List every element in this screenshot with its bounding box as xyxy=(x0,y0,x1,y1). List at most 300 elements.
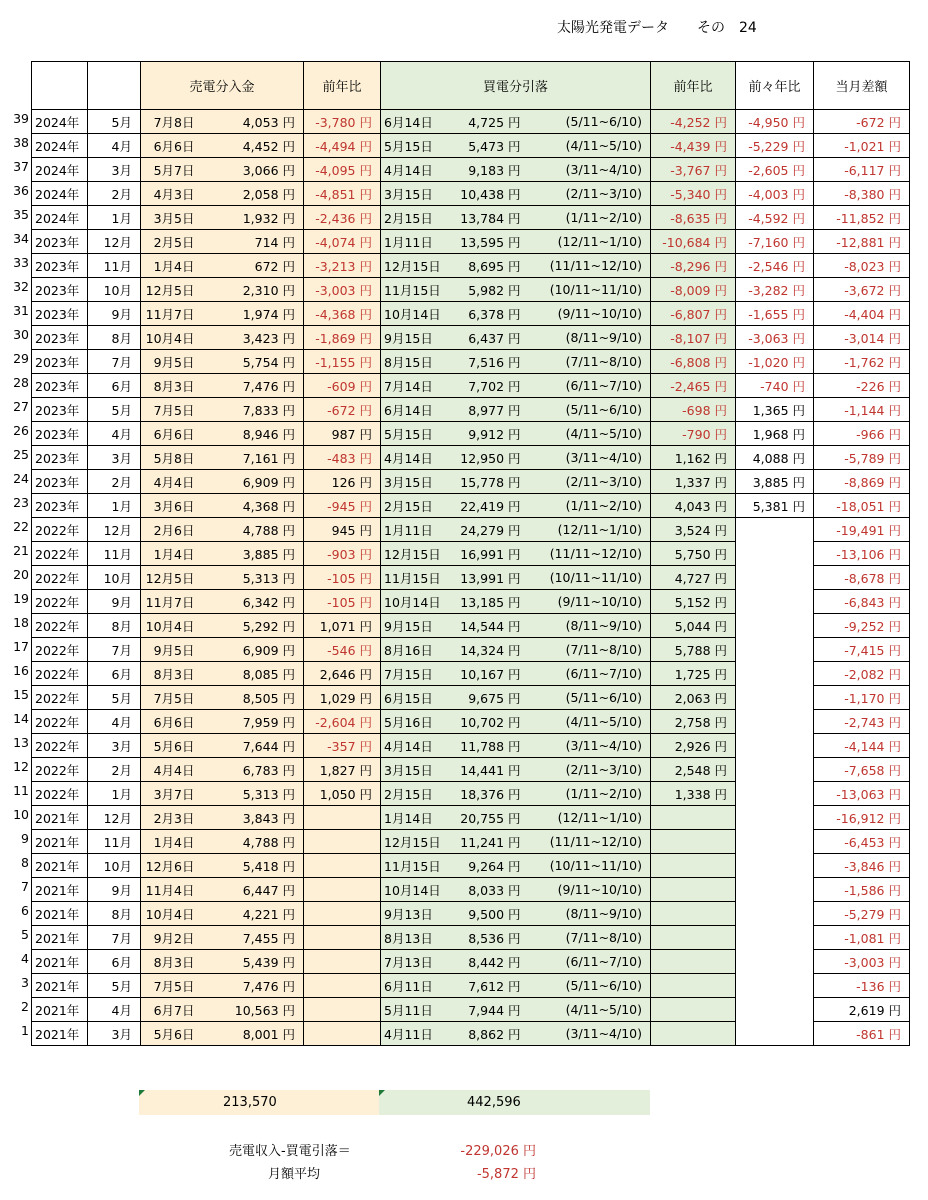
monthly-diff-cell: -9,252 円 xyxy=(814,614,910,638)
month-cell: 5月 xyxy=(88,974,141,998)
pay-date-cell: 4月4日 xyxy=(141,470,203,494)
income-cell: 6,447 円 xyxy=(203,878,304,902)
debit-yoy2-cell xyxy=(736,974,814,998)
debit-amount-cell: 6,437 円 xyxy=(445,326,529,350)
debit-yoy2-cell: -4,592 円 xyxy=(736,206,814,230)
debit-amount-cell: 10,702 円 xyxy=(445,710,529,734)
table-row xyxy=(32,638,910,662)
month-cell: 6月 xyxy=(88,374,141,398)
billing-period-cell: (10/11~11/10) xyxy=(529,854,651,878)
pay-date-cell: 1月4日 xyxy=(141,830,203,854)
year-cell: 2021年 xyxy=(32,926,88,950)
table-row xyxy=(32,734,910,758)
monthly-diff-cell: 2,619 円 xyxy=(814,998,910,1022)
row-number: 22 xyxy=(13,519,29,534)
pay-date-cell: 3月7日 xyxy=(141,782,203,806)
pay-date-cell: 2月6日 xyxy=(141,518,203,542)
table-row xyxy=(32,158,910,182)
table-row xyxy=(32,998,910,1022)
month-cell: 8月 xyxy=(88,326,141,350)
debit-yoy2-cell: 3,885 円 xyxy=(736,470,814,494)
row-number: 10 xyxy=(13,807,29,822)
income-cell: 5,292 円 xyxy=(203,614,304,638)
debit-amount-cell: 9,500 円 xyxy=(445,902,529,926)
debit-yoy2-cell: 5,381 円 xyxy=(736,494,814,518)
table-row xyxy=(32,806,910,830)
debit-yoy2-cell xyxy=(736,614,814,638)
income-yoy-cell xyxy=(304,1022,381,1046)
monthly-diff-cell: -6,843 円 xyxy=(814,590,910,614)
month-cell: 6月 xyxy=(88,950,141,974)
year-cell: 2021年 xyxy=(32,902,88,926)
pay-date-cell: 1月4日 xyxy=(141,542,203,566)
row-number: 6 xyxy=(21,903,29,918)
monthly-diff-cell: -2,743 円 xyxy=(814,710,910,734)
monthly-diff-cell: -13,106 円 xyxy=(814,542,910,566)
income-yoy-cell: -2,436 円 xyxy=(304,206,381,230)
income-yoy-cell xyxy=(304,830,381,854)
income-yoy-cell: 1,050 円 xyxy=(304,782,381,806)
debit-date-cell: 8月13日 xyxy=(381,926,445,950)
table-row xyxy=(32,854,910,878)
debit-date-cell: 10月14日 xyxy=(381,878,445,902)
row-number: 21 xyxy=(13,543,29,558)
debit-date-cell: 4月14日 xyxy=(381,158,445,182)
row-number: 25 xyxy=(13,447,29,462)
monthly-diff-cell: -13,063 円 xyxy=(814,782,910,806)
table-row xyxy=(32,830,910,854)
debit-amount-cell: 7,516 円 xyxy=(445,350,529,374)
header-month xyxy=(88,62,141,110)
debit-amount-cell: 4,725 円 xyxy=(445,110,529,134)
debit-amount-cell: 9,912 円 xyxy=(445,422,529,446)
debit-date-cell: 2月15日 xyxy=(381,494,445,518)
debit-amount-cell: 11,788 円 xyxy=(445,734,529,758)
year-cell: 2023年 xyxy=(32,470,88,494)
debit-amount-cell: 8,442 円 xyxy=(445,950,529,974)
debit-date-cell: 2月15日 xyxy=(381,782,445,806)
debit-amount-cell: 14,441 円 xyxy=(445,758,529,782)
billing-period-cell: (1/11~2/10) xyxy=(529,494,651,518)
income-cell: 2,058 円 xyxy=(203,182,304,206)
month-cell: 2月 xyxy=(88,470,141,494)
income-cell: 4,788 円 xyxy=(203,518,304,542)
income-yoy-cell: -4,368 円 xyxy=(304,302,381,326)
solar-data-table xyxy=(31,61,910,1046)
header-purchase-debit: 買電分引落 xyxy=(381,62,651,110)
income-cell: 3,885 円 xyxy=(203,542,304,566)
month-cell: 3月 xyxy=(88,446,141,470)
debit-yoy2-cell xyxy=(736,542,814,566)
debit-amount-cell: 13,991 円 xyxy=(445,566,529,590)
billing-period-cell: (8/11~9/10) xyxy=(529,614,651,638)
row-number: 32 xyxy=(13,279,29,294)
debit-yoy-cell xyxy=(651,1022,736,1046)
income-yoy-cell: -3,780 円 xyxy=(304,110,381,134)
year-cell: 2022年 xyxy=(32,566,88,590)
debit-date-cell: 8月16日 xyxy=(381,638,445,662)
monthly-diff-cell: -11,852 円 xyxy=(814,206,910,230)
row-number: 1 xyxy=(21,1023,29,1038)
billing-period-cell: (4/11~5/10) xyxy=(529,422,651,446)
debit-amount-cell: 24,279 円 xyxy=(445,518,529,542)
row-number: 3 xyxy=(21,975,29,990)
row-number: 20 xyxy=(13,567,29,582)
table-row xyxy=(32,590,910,614)
income-yoy-cell xyxy=(304,974,381,998)
year-cell: 2023年 xyxy=(32,350,88,374)
year-cell: 2023年 xyxy=(32,374,88,398)
income-cell: 8,085 円 xyxy=(203,662,304,686)
debit-yoy2-cell xyxy=(736,1022,814,1046)
income-cell: 2,310 円 xyxy=(203,278,304,302)
income-cell: 4,221 円 xyxy=(203,902,304,926)
debit-amount-cell: 13,595 円 xyxy=(445,230,529,254)
table-row xyxy=(32,278,910,302)
billing-period-cell: (1/11~2/10) xyxy=(529,206,651,230)
month-cell: 12月 xyxy=(88,230,141,254)
income-yoy-cell: -4,095 円 xyxy=(304,158,381,182)
billing-period-cell: (5/11~6/10) xyxy=(529,398,651,422)
income-yoy-cell: -105 円 xyxy=(304,590,381,614)
monthly-diff-cell: -226 円 xyxy=(814,374,910,398)
income-yoy-cell: -483 円 xyxy=(304,446,381,470)
monthly-diff-cell: -16,912 円 xyxy=(814,806,910,830)
table-row xyxy=(32,422,910,446)
debit-yoy2-cell: -7,160 円 xyxy=(736,230,814,254)
debit-yoy2-cell xyxy=(736,830,814,854)
month-cell: 2月 xyxy=(88,758,141,782)
debit-yoy-cell: -8,009 円 xyxy=(651,278,736,302)
debit-yoy-cell: -8,296 円 xyxy=(651,254,736,278)
debit-date-cell: 6月15日 xyxy=(381,686,445,710)
debit-amount-cell: 8,695 円 xyxy=(445,254,529,278)
year-cell: 2024年 xyxy=(32,134,88,158)
table-row xyxy=(32,950,910,974)
monthly-diff-cell: -136 円 xyxy=(814,974,910,998)
year-cell: 2021年 xyxy=(32,950,88,974)
debit-amount-cell: 9,675 円 xyxy=(445,686,529,710)
income-cell: 3,066 円 xyxy=(203,158,304,182)
income-yoy-cell: -672 円 xyxy=(304,398,381,422)
income-cell: 7,161 円 xyxy=(203,446,304,470)
row-number: 34 xyxy=(13,231,29,246)
row-number: 28 xyxy=(13,375,29,390)
debit-yoy2-cell: -3,282 円 xyxy=(736,278,814,302)
row-number: 33 xyxy=(13,255,29,270)
debit-yoy-cell xyxy=(651,878,736,902)
row-number: 4 xyxy=(21,951,29,966)
debit-date-cell: 11月15日 xyxy=(381,278,445,302)
income-yoy-cell: -609 円 xyxy=(304,374,381,398)
income-cell: 5,418 円 xyxy=(203,854,304,878)
debit-yoy-cell: 4,727 円 xyxy=(651,566,736,590)
pay-date-cell: 2月5日 xyxy=(141,230,203,254)
monthly-diff-cell: -6,117 円 xyxy=(814,158,910,182)
billing-period-cell: (3/11~4/10) xyxy=(529,1022,651,1046)
debit-yoy2-cell xyxy=(736,998,814,1022)
debit-amount-cell: 16,991 円 xyxy=(445,542,529,566)
billing-period-cell: (11/11~12/10) xyxy=(529,542,651,566)
debit-date-cell: 1月14日 xyxy=(381,806,445,830)
debit-yoy-cell: 1,725 円 xyxy=(651,662,736,686)
debit-yoy-cell: -4,439 円 xyxy=(651,134,736,158)
row-number: 9 xyxy=(21,831,29,846)
table-row xyxy=(32,542,910,566)
table-row xyxy=(32,902,910,926)
debit-yoy-cell: -4,252 円 xyxy=(651,110,736,134)
income-yoy-cell: -2,604 円 xyxy=(304,710,381,734)
table-body xyxy=(32,110,910,1046)
pay-date-cell: 7月5日 xyxy=(141,398,203,422)
month-cell: 3月 xyxy=(88,158,141,182)
table-row xyxy=(32,398,910,422)
pay-date-cell: 5月8日 xyxy=(141,446,203,470)
table-row xyxy=(32,326,910,350)
debit-yoy-cell xyxy=(651,902,736,926)
debit-date-cell: 7月14日 xyxy=(381,374,445,398)
debit-yoy-cell: 5,750 円 xyxy=(651,542,736,566)
month-cell: 5月 xyxy=(88,398,141,422)
income-total-cell xyxy=(139,1090,379,1115)
comment-marker-icon xyxy=(139,1090,145,1096)
income-yoy-cell: 1,071 円 xyxy=(304,614,381,638)
row-number: 30 xyxy=(13,327,29,342)
row-number: 24 xyxy=(13,471,29,486)
table-row xyxy=(32,206,910,230)
debit-yoy2-cell: 1,968 円 xyxy=(736,422,814,446)
income-cell: 7,833 円 xyxy=(203,398,304,422)
debit-yoy-cell: 5,788 円 xyxy=(651,638,736,662)
billing-period-cell: (12/11~1/10) xyxy=(529,230,651,254)
month-cell: 4月 xyxy=(88,710,141,734)
year-cell: 2021年 xyxy=(32,830,88,854)
income-yoy-cell xyxy=(304,902,381,926)
income-yoy-cell: -4,494 円 xyxy=(304,134,381,158)
row-number: 15 xyxy=(13,687,29,702)
debit-yoy2-cell: -5,229 円 xyxy=(736,134,814,158)
debit-date-cell: 7月13日 xyxy=(381,950,445,974)
table-row xyxy=(32,494,910,518)
table-row xyxy=(32,518,910,542)
table-row xyxy=(32,878,910,902)
pay-date-cell: 9月5日 xyxy=(141,638,203,662)
debit-yoy-cell: 4,043 円 xyxy=(651,494,736,518)
income-cell: 714 円 xyxy=(203,230,304,254)
monthly-diff-cell: -12,881 円 xyxy=(814,230,910,254)
debit-yoy-cell: 2,548 円 xyxy=(651,758,736,782)
billing-period-cell: (5/11~6/10) xyxy=(529,974,651,998)
row-number: 39 xyxy=(13,111,29,126)
debit-yoy-cell xyxy=(651,854,736,878)
debit-yoy-cell xyxy=(651,950,736,974)
debit-amount-cell: 6,378 円 xyxy=(445,302,529,326)
debit-yoy-cell: 1,337 円 xyxy=(651,470,736,494)
billing-period-cell: (4/11~5/10) xyxy=(529,134,651,158)
debit-date-cell: 9月13日 xyxy=(381,902,445,926)
debit-date-cell: 6月14日 xyxy=(381,110,445,134)
month-cell: 4月 xyxy=(88,134,141,158)
monthly-diff-cell: -5,279 円 xyxy=(814,902,910,926)
debit-amount-cell: 8,977 円 xyxy=(445,398,529,422)
monthly-diff-cell: -6,453 円 xyxy=(814,830,910,854)
monthly-diff-cell: -3,672 円 xyxy=(814,278,910,302)
pay-date-cell: 10月4日 xyxy=(141,614,203,638)
debit-date-cell: 11月15日 xyxy=(381,566,445,590)
monthly-diff-cell: -861 円 xyxy=(814,1022,910,1046)
debit-yoy-cell: 5,152 円 xyxy=(651,590,736,614)
month-cell: 4月 xyxy=(88,422,141,446)
year-cell: 2022年 xyxy=(32,686,88,710)
income-yoy-cell: -357 円 xyxy=(304,734,381,758)
debit-amount-cell: 20,755 円 xyxy=(445,806,529,830)
income-cell: 10,563 円 xyxy=(203,998,304,1022)
income-cell: 5,313 円 xyxy=(203,566,304,590)
month-cell: 2月 xyxy=(88,182,141,206)
month-cell: 6月 xyxy=(88,662,141,686)
debit-amount-cell: 14,324 円 xyxy=(445,638,529,662)
table-row xyxy=(32,974,910,998)
income-cell: 5,754 円 xyxy=(203,350,304,374)
debit-amount-cell: 7,612 円 xyxy=(445,974,529,998)
pay-date-cell: 7月8日 xyxy=(141,110,203,134)
monthly-diff-cell: -8,380 円 xyxy=(814,182,910,206)
debit-yoy2-cell xyxy=(736,782,814,806)
year-cell: 2022年 xyxy=(32,758,88,782)
pay-date-cell: 6月6日 xyxy=(141,422,203,446)
year-cell: 2024年 xyxy=(32,110,88,134)
billing-period-cell: (3/11~4/10) xyxy=(529,734,651,758)
income-cell: 4,788 円 xyxy=(203,830,304,854)
table-row xyxy=(32,446,910,470)
month-cell: 11月 xyxy=(88,542,141,566)
debit-yoy2-cell: -4,003 円 xyxy=(736,182,814,206)
billing-period-cell: (10/11~11/10) xyxy=(529,278,651,302)
billing-period-cell: (5/11~6/10) xyxy=(529,110,651,134)
income-cell: 8,001 円 xyxy=(203,1022,304,1046)
billing-period-cell: (6/11~7/10) xyxy=(529,662,651,686)
monthly-diff-cell: -2,082 円 xyxy=(814,662,910,686)
monthly-diff-cell: -8,023 円 xyxy=(814,254,910,278)
income-cell: 1,974 円 xyxy=(203,302,304,326)
monthly-diff-cell: -3,003 円 xyxy=(814,950,910,974)
pay-date-cell: 12月5日 xyxy=(141,278,203,302)
table-row xyxy=(32,230,910,254)
income-yoy-cell: -4,074 円 xyxy=(304,230,381,254)
header-sales-income: 売電分入金 xyxy=(141,62,304,110)
debit-yoy-cell: -6,808 円 xyxy=(651,350,736,374)
debit-date-cell: 12月15日 xyxy=(381,542,445,566)
debit-amount-cell: 12,950 円 xyxy=(445,446,529,470)
income-cell: 7,455 円 xyxy=(203,926,304,950)
income-cell: 8,946 円 xyxy=(203,422,304,446)
month-cell: 4月 xyxy=(88,998,141,1022)
monthly-diff-cell: -1,081 円 xyxy=(814,926,910,950)
income-yoy-cell xyxy=(304,854,381,878)
monthly-diff-cell: -7,658 円 xyxy=(814,758,910,782)
income-cell: 7,476 円 xyxy=(203,974,304,998)
table-row xyxy=(32,782,910,806)
pay-date-cell: 4月4日 xyxy=(141,758,203,782)
header-debit-yoy: 前年比 xyxy=(651,62,736,110)
month-cell: 7月 xyxy=(88,350,141,374)
month-cell: 7月 xyxy=(88,638,141,662)
row-number: 37 xyxy=(13,159,29,174)
billing-period-cell: (3/11~4/10) xyxy=(529,158,651,182)
table-row xyxy=(32,470,910,494)
debit-yoy-cell xyxy=(651,926,736,950)
pay-date-cell: 9月2日 xyxy=(141,926,203,950)
month-cell: 3月 xyxy=(88,734,141,758)
table-row xyxy=(32,614,910,638)
monthly-diff-cell: -1,021 円 xyxy=(814,134,910,158)
year-cell: 2021年 xyxy=(32,1022,88,1046)
month-cell: 8月 xyxy=(88,614,141,638)
header-income-yoy: 前年比 xyxy=(304,62,381,110)
debit-yoy-cell: 3,524 円 xyxy=(651,518,736,542)
debit-yoy-cell: 1,162 円 xyxy=(651,446,736,470)
billing-period-cell: (9/11~10/10) xyxy=(529,590,651,614)
header-monthly-diff: 当月差額 xyxy=(814,62,910,110)
table-row xyxy=(32,710,910,734)
billing-period-cell: (5/11~6/10) xyxy=(529,686,651,710)
debit-yoy-cell xyxy=(651,806,736,830)
income-cell: 672 円 xyxy=(203,254,304,278)
month-cell: 9月 xyxy=(88,590,141,614)
row-number: 17 xyxy=(13,639,29,654)
month-cell: 11月 xyxy=(88,254,141,278)
year-cell: 2021年 xyxy=(32,806,88,830)
table-row xyxy=(32,254,910,278)
monthly-diff-cell: -4,144 円 xyxy=(814,734,910,758)
income-yoy-cell xyxy=(304,926,381,950)
debit-date-cell: 9月15日 xyxy=(381,326,445,350)
debit-amount-cell: 8,862 円 xyxy=(445,1022,529,1046)
income-cell: 6,909 円 xyxy=(203,470,304,494)
billing-period-cell: (7/11~8/10) xyxy=(529,926,651,950)
debit-yoy2-cell xyxy=(736,902,814,926)
year-cell: 2023年 xyxy=(32,326,88,350)
debit-date-cell: 6月14日 xyxy=(381,398,445,422)
income-yoy-cell xyxy=(304,950,381,974)
monthly-diff-cell: -1,586 円 xyxy=(814,878,910,902)
net-value: -229,026 円 xyxy=(460,1144,536,1159)
debit-yoy-cell: -8,635 円 xyxy=(651,206,736,230)
pay-date-cell: 6月6日 xyxy=(141,710,203,734)
debit-yoy-cell xyxy=(651,998,736,1022)
table-row xyxy=(32,110,910,134)
debit-yoy-cell: -2,465 円 xyxy=(651,374,736,398)
year-cell: 2023年 xyxy=(32,446,88,470)
row-number: 26 xyxy=(13,423,29,438)
income-cell: 4,368 円 xyxy=(203,494,304,518)
billing-period-cell: (4/11~5/10) xyxy=(529,710,651,734)
debit-date-cell: 12月15日 xyxy=(381,254,445,278)
debit-amount-cell: 14,544 円 xyxy=(445,614,529,638)
table-row xyxy=(32,686,910,710)
pay-date-cell: 10月4日 xyxy=(141,902,203,926)
monthly-diff-cell: -1,170 円 xyxy=(814,686,910,710)
debit-date-cell: 2月15日 xyxy=(381,206,445,230)
row-number: 8 xyxy=(21,855,29,870)
income-cell: 6,909 円 xyxy=(203,638,304,662)
debit-date-cell: 11月15日 xyxy=(381,854,445,878)
debit-yoy2-cell: -2,605 円 xyxy=(736,158,814,182)
pay-date-cell: 12月6日 xyxy=(141,854,203,878)
pay-date-cell: 11月7日 xyxy=(141,302,203,326)
debit-date-cell: 5月15日 xyxy=(381,134,445,158)
table-row xyxy=(32,566,910,590)
